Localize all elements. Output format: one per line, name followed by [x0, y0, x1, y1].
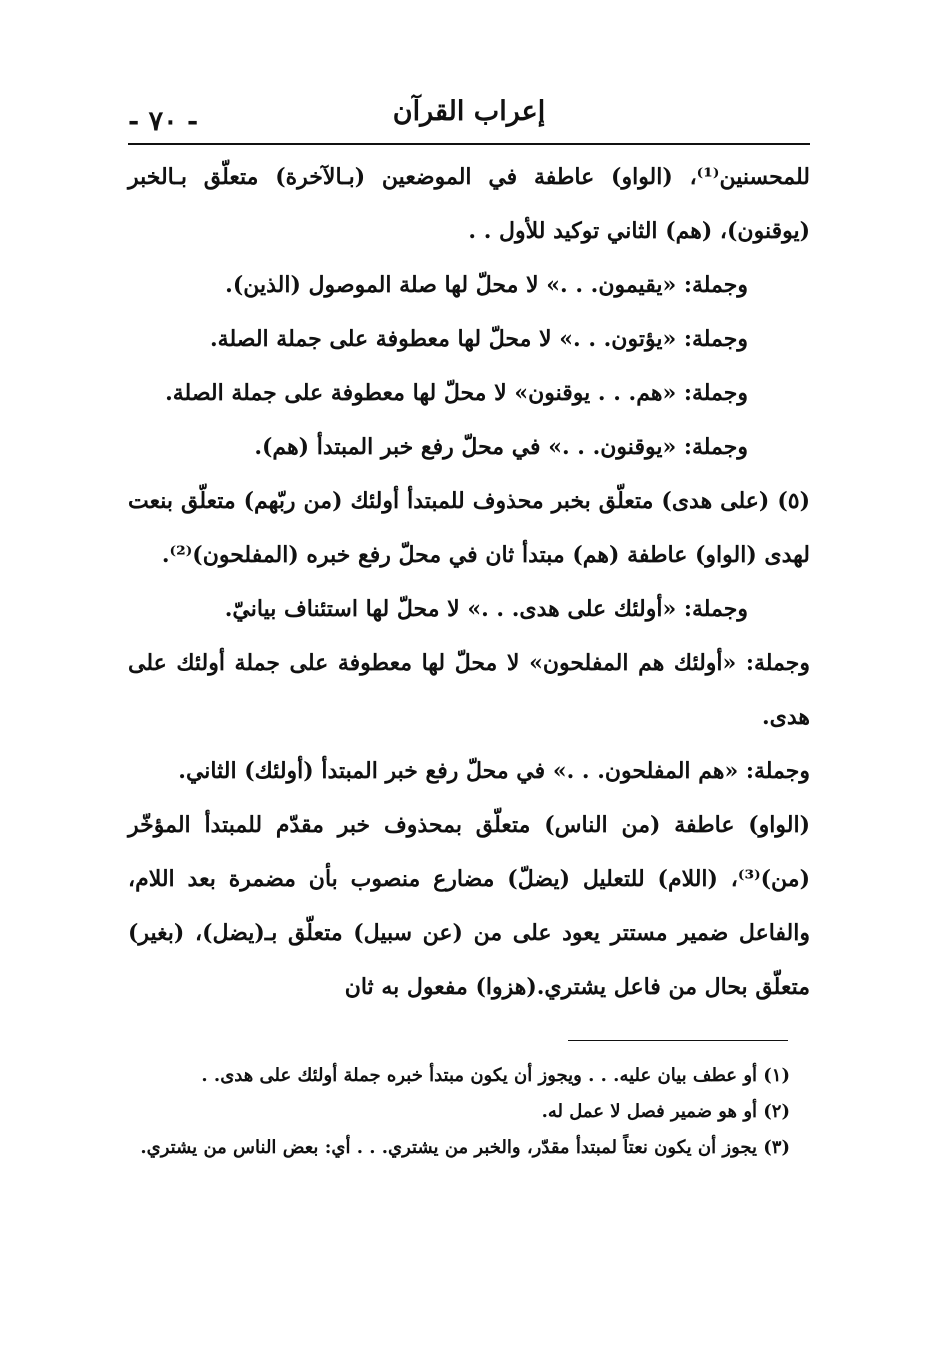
footnotes: [128, 1058, 790, 1166]
book-title: إعراب القرآن: [392, 96, 546, 127]
sentence-line: وجملة: «أولئك على هدى. . .» لا محلّ لها استئناف بيانيّ.: [224, 596, 748, 622]
sentence-line: وجملة: «يقيمون. . .» لا محلّ لها صلة الموصول (الذين).: [225, 272, 748, 298]
sentence-line: وجملة: «هم. . . يوقنون» لا محلّ لها معطوفة على جملة الصلة.: [165, 380, 748, 406]
paragraph: (الواو) عاطفة (من الناس) متعلّق بمحذوف خبر مقدّم للمبتدأ المؤخّر (من)⁽³⁾، (اللام) للتعليل (يضلّ) مضارع منصوب بأن مضمرة بعد اللام، والفاعل ضمير مستتر يعود على من (عن سبيل) متعلّق بـ(يضل)، (بغير) متعلّق بحال من فاعل يشتري.(هزوا) مفعول به ثان: [128, 812, 810, 1000]
sentence-line: وجملة: «يؤتون. . .» لا محلّ لها معطوفة على جملة الصلة.: [210, 326, 748, 352]
sentence-line: وجملة: «يوقنون. . .» في محلّ رفع خبر المبتدأ (هم).: [254, 434, 748, 460]
footnote: (٢) أو هو ضمير فصل لا عمل له.: [541, 1101, 790, 1122]
footnote: (١) أو عطف بيان عليه. . . ويجوز أن يكون مبتدأ خبره جملة أولئك على هدى. .: [201, 1065, 790, 1086]
paragraph: للمحسنين⁽¹⁾، (الواو) عاطفة في الموضعين (بـالآخرة) متعلّق بـالخبر (يوقنون)، (هم) الثاني توكيد للأول . .: [128, 164, 810, 244]
page-header: [128, 92, 810, 140]
paragraph: وجملة: «هم المفلحون. . .» في محلّ رفع خبر المبتدأ (أولئك) الثاني.: [178, 758, 810, 784]
footnote-divider: [568, 1040, 788, 1041]
paragraph: (٥) (على هدى) متعلّق بخبر محذوف للمبتدأ أولئك (من ربّهم) متعلّق بنعت لهدى (الواو) عاطفة (هم) مبتدأ ثان في محلّ رفع خبره (المفلحون)⁽²⁾.: [128, 488, 810, 568]
main-text: [128, 150, 810, 1014]
header-divider: [128, 143, 810, 145]
footnote: (٣) يجوز أن يكون نعتاً لمبتدأ مقدّر، والخبر من يشتري. . . أي: بعض الناس من يشتري.: [140, 1137, 790, 1158]
paragraph: وجملة: «أولئك هم المفلحون» لا محلّ لها معطوفة على جملة أولئك على هدى.: [128, 650, 810, 730]
page-number: - ٧٠ -: [128, 106, 199, 137]
